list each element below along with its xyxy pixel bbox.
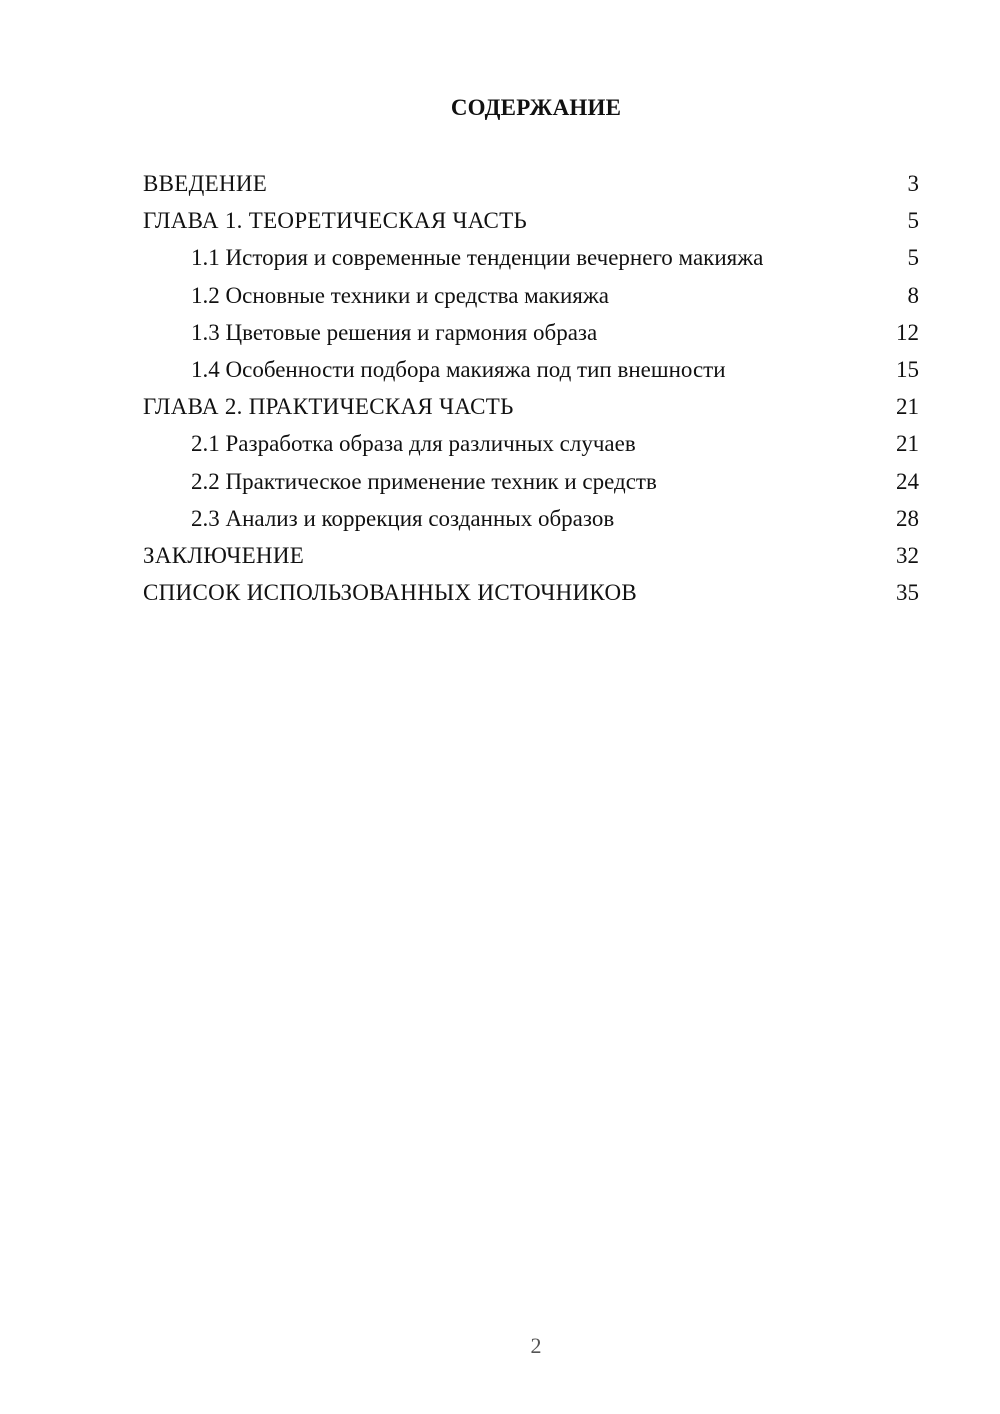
toc-subentry	[143, 277, 919, 314]
toc-entry	[143, 574, 919, 611]
toc-subentry	[143, 463, 919, 500]
toc-subentry	[143, 500, 919, 537]
toc-entry	[143, 537, 919, 574]
table-of-contents	[143, 165, 919, 611]
toc-entry	[143, 388, 919, 425]
toc-entry-page: 15	[896, 356, 919, 382]
toc-entry-page: 21	[896, 431, 919, 457]
toc-subentry	[143, 351, 919, 388]
toc-entry	[143, 165, 919, 202]
toc-entry-label: ЗАКЛЮЧЕНИЕ	[143, 542, 305, 568]
toc-entry-label: 1.4 Особенности подбора макияжа под тип внешности	[191, 356, 726, 382]
toc-entry-page: 32	[896, 542, 919, 568]
toc-entry-page: 3	[907, 171, 919, 196]
toc-entry-label: СПИСОК ИСПОЛЬЗОВАННЫХ ИСТОЧНИКОВ	[143, 580, 638, 606]
toc-entry-label: ВВЕДЕНИЕ	[143, 171, 268, 196]
page-number: 2	[530, 1333, 542, 1358]
toc-entry-page: 12	[896, 319, 919, 345]
toc-entry-label: 1.3 Цветовые решения и гармония образа	[191, 319, 598, 345]
toc-entry-page: 35	[896, 580, 919, 606]
page-title: СОДЕРЖАНИЕ	[450, 95, 622, 120]
toc-entry-page: 5	[907, 208, 919, 234]
toc-entry-page: 5	[907, 245, 919, 271]
toc-entry-label: 2.3 Анализ и коррекция созданных образов	[191, 505, 615, 531]
toc-entry-label: 2.1 Разработка образа для различных случаев	[191, 431, 636, 457]
toc-subentry	[143, 239, 919, 276]
toc-entry-page: 28	[896, 505, 919, 531]
toc-entry-page: 24	[896, 468, 919, 494]
toc-entry-label: ГЛАВА 1. ТЕОРЕТИЧЕСКАЯ ЧАСТЬ	[143, 208, 528, 234]
toc-entry-label: 1.2 Основные техники и средства макияжа	[191, 282, 609, 308]
toc-subentry	[143, 425, 919, 462]
toc-entry	[143, 202, 919, 239]
toc-entry-label: ГЛАВА 2. ПРАКТИЧЕСКАЯ ЧАСТЬ	[143, 394, 514, 420]
toc-entry-label: 1.1 История и современные тенденции вечернего макияжа	[191, 245, 764, 271]
toc-subentry	[143, 314, 919, 351]
toc-entry-page: 8	[907, 282, 919, 308]
toc-entry-label: 2.2 Практическое применение техник и средств	[191, 468, 657, 494]
toc-entry-page: 21	[896, 394, 919, 420]
